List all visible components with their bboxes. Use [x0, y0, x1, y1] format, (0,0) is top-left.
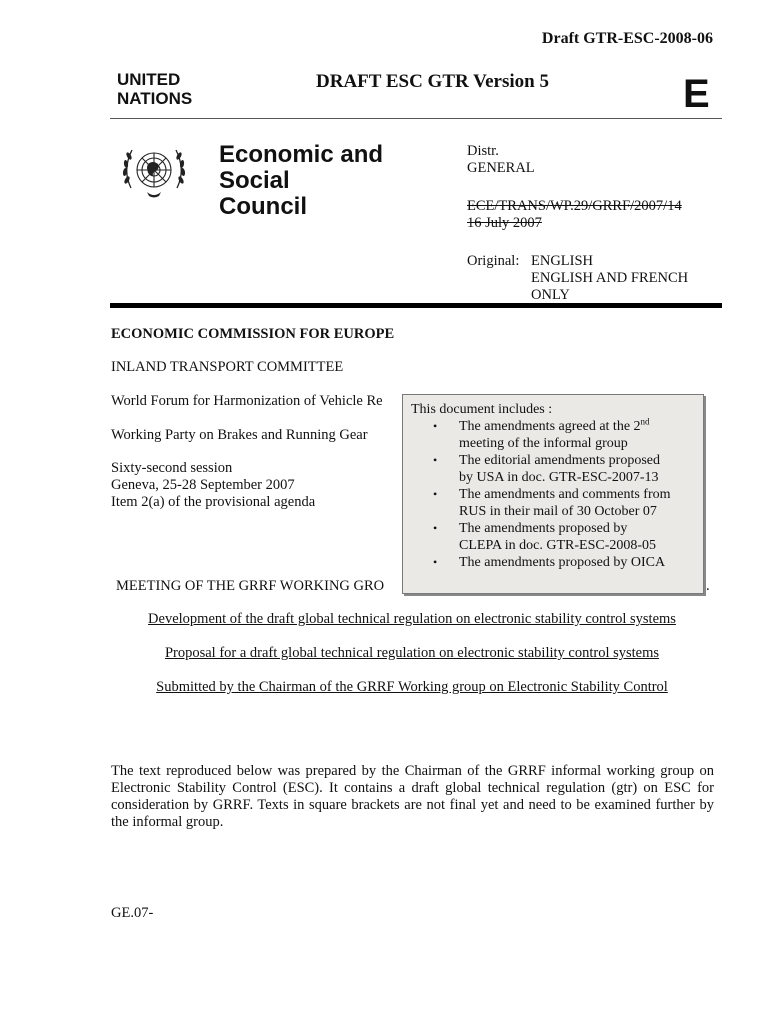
top-divider	[110, 118, 722, 119]
list-item	[411, 520, 695, 554]
session-name: Sixty-second session	[111, 460, 233, 476]
original-language-line-2: ENGLISH AND FRENCH	[531, 270, 689, 286]
language-code: E	[683, 72, 710, 116]
symbol-code: ECE/TRANS/WP.29/GRRF/2007/14	[467, 198, 682, 214]
council-name	[219, 142, 459, 220]
meeting-heading-tail: .	[706, 578, 710, 594]
council-line-1: Economic and Social	[219, 141, 384, 194]
distribution-value: GENERAL	[467, 160, 535, 176]
footer-code: GE.07-	[111, 905, 154, 921]
bullet-icon: •	[433, 521, 438, 535]
bullet-icon: •	[433, 487, 438, 501]
bullet-icon: •	[433, 555, 438, 569]
original-language-line-3: ONLY	[531, 287, 570, 303]
organization-line-2: NATIONS	[117, 89, 193, 108]
agenda-item: Item 2(a) of the provisional agenda	[111, 494, 316, 510]
list-item-text: meeting of the informal group	[459, 436, 628, 451]
development-title: Development of the draft global technical regulation on electronic stability control systems	[148, 611, 676, 627]
list-item-text: by USA in doc. GTR-ESC-2007-13	[459, 470, 659, 485]
list-item-text: The amendments agreed at the 2	[459, 419, 641, 434]
list-item	[411, 554, 695, 571]
document-symbol	[467, 198, 682, 232]
list-item-text: CLEPA in doc. GTR-ESC-2008-05	[459, 538, 657, 553]
proposal-title: Proposal for a draft global technical regulation on electronic stability control systems	[164, 645, 660, 661]
list-item-superscript: nd	[640, 416, 650, 427]
council-line-2: Council	[219, 193, 307, 220]
bullet-icon: •	[433, 453, 438, 467]
session-venue: Geneva, 25-28 September 2007	[111, 477, 295, 493]
symbol-date: 16 July 2007	[467, 215, 542, 231]
list-item-text: The amendments proposed by	[459, 521, 628, 536]
document-title: DRAFT ESC GTR Version 5	[316, 71, 549, 92]
intro-paragraph: The text reproduced below was prepared by the Chairman of the GRRF informal working group on Electronic Stability Control (ESC). It contains a draft global technical regulation (gtr) on ESC for consideration by GRRF. Texts in square brackets are not final yet and need to be examined further by the informal group.	[111, 763, 714, 830]
document-includes-note	[402, 394, 704, 594]
organization-line-1: UNITED	[117, 70, 181, 89]
committee-heading: INLAND TRANSPORT COMMITTEE	[111, 359, 344, 375]
bullet-icon: •	[433, 419, 438, 433]
distribution-block	[467, 143, 535, 177]
distribution-label: Distr.	[467, 143, 499, 159]
list-item	[411, 418, 695, 452]
note-list	[411, 418, 695, 571]
list-item	[411, 452, 695, 486]
original-language-line-1: ENGLISH	[531, 253, 594, 269]
list-item	[411, 486, 695, 520]
list-item-text: The amendments proposed by OICA	[459, 555, 666, 570]
commission-heading: ECONOMIC COMMISSION FOR EUROPE	[111, 326, 395, 342]
list-item-text: The editorial amendments proposed	[459, 453, 660, 468]
meeting-heading: MEETING OF THE GRRF WORKING GRO	[116, 578, 385, 594]
original-language-label: Original:	[467, 253, 520, 269]
header-divider	[110, 303, 722, 308]
original-language-values	[531, 253, 688, 304]
submission-title: Submitted by the Chairman of the GRRF Working group on Electronic Stability Control	[156, 679, 668, 695]
un-emblem-icon	[117, 140, 191, 204]
list-item-text: RUS in their mail of 30 October 07	[459, 504, 657, 519]
list-item-text: The amendments and comments from	[459, 487, 671, 502]
organization-name	[117, 70, 192, 108]
world-forum-heading: World Forum for Harmonization of Vehicle Re	[111, 393, 383, 409]
note-heading: This document includes :	[411, 402, 553, 417]
working-party-heading: Working Party on Brakes and Running Gear	[111, 427, 368, 443]
session-details	[111, 460, 315, 511]
document-reference: Draft GTR-ESC-2008-06	[541, 30, 713, 47]
